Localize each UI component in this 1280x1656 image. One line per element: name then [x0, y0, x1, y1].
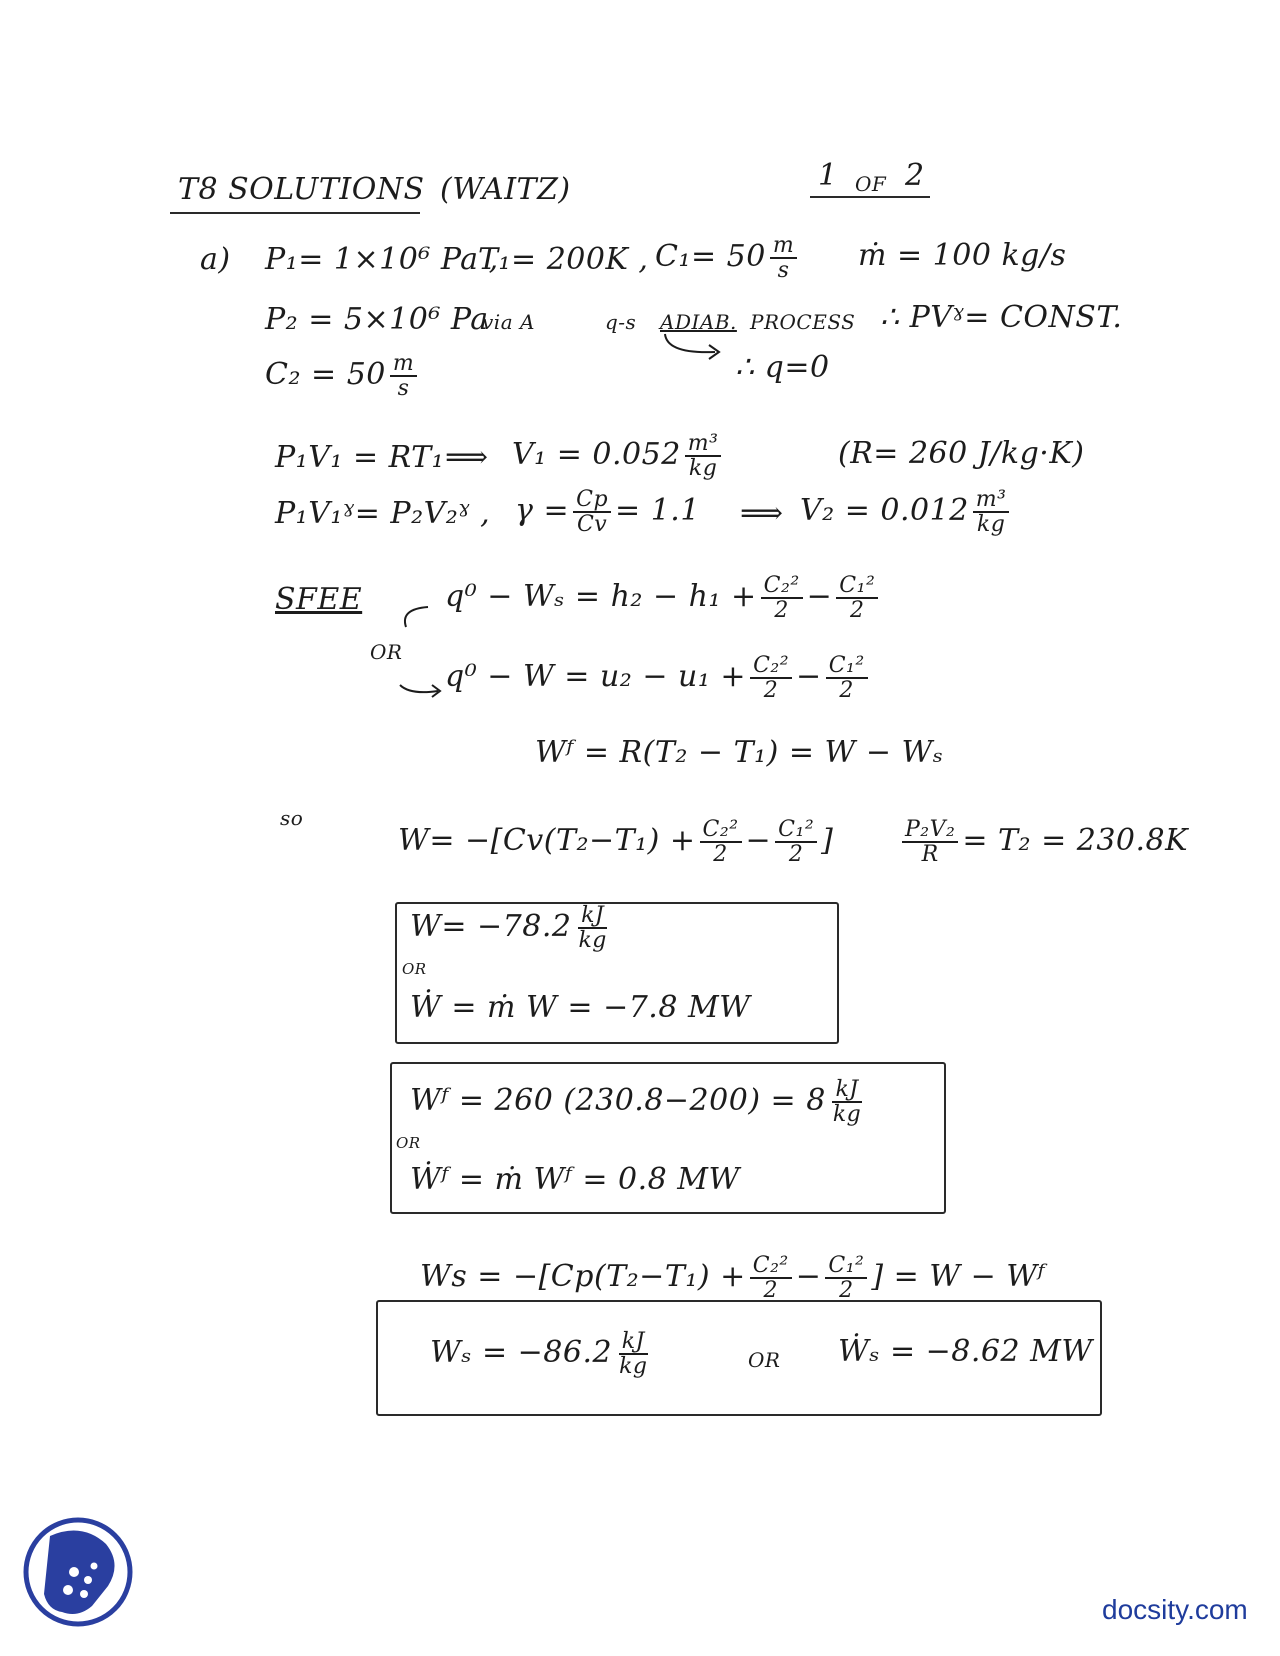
wf-definition: Wᶠ = R(T₂ − T₁) = W − Wₛ: [535, 735, 944, 770]
q-zero: ∴ q=0: [735, 350, 830, 385]
t2-result: [898, 818, 1188, 866]
c1-unit-den: s: [777, 258, 790, 284]
ws-two-b: 2: [839, 1278, 854, 1304]
t2-num: P₂V₂: [902, 818, 958, 843]
v1-value: V₁ = 0.052: [512, 437, 681, 473]
sfee-c2sq-1: C₂²: [761, 574, 803, 599]
title-underline: [170, 212, 420, 214]
box1-or: OR: [402, 960, 427, 978]
c2-value: C₂ = 50: [265, 357, 386, 393]
sfee-c1sq-2: C₁²: [826, 654, 868, 679]
v1-unit-den: kg: [688, 456, 718, 482]
page-number: 1: [818, 158, 838, 193]
given-c2: [265, 352, 421, 400]
wf-value: Wᶠ = 260 (230.8−200) = 8: [410, 1083, 826, 1119]
given-via: via A: [482, 310, 535, 334]
sfee-two-2a: 2: [763, 678, 779, 704]
given-pv-const: ∴ PVˠ= CONST.: [880, 300, 1123, 335]
ws-unit-den: kg: [619, 1354, 648, 1380]
given-p1: P₁= 1×10⁶ Pa ,: [265, 242, 499, 277]
sfee-minus-2: −: [796, 659, 822, 695]
page-underline: [810, 196, 930, 198]
sfee-line-1: [445, 574, 882, 622]
given-adiab: ADIAB.: [660, 310, 737, 334]
w-unit-num: kJ: [578, 904, 607, 929]
arrow-2: ⟹: [740, 496, 784, 531]
ws-two-a: 2: [763, 1278, 778, 1304]
c2-unit-num: m: [390, 352, 417, 377]
given-p2: P₂ = 5×10⁶ Pa: [265, 302, 489, 337]
sfee-label: SFEE: [275, 582, 363, 617]
page-total: 2: [905, 158, 925, 193]
given-c1: [655, 234, 801, 282]
w-expression: [398, 818, 833, 866]
adiab-arrow-icon: [655, 330, 735, 370]
v2-result: [800, 488, 1013, 536]
v2-unit-den: kg: [976, 512, 1006, 538]
given-process: PROCESS: [750, 310, 856, 334]
w-unit-den: kg: [578, 928, 607, 954]
header-title: T8 SOLUTIONS: [178, 172, 425, 207]
r-constant: (R= 260 J/kg·K): [838, 436, 1085, 471]
ws-result: [430, 1330, 655, 1378]
v1-result: [512, 432, 725, 480]
wf-unit-den: kg: [832, 1102, 862, 1128]
sfee-line-2-lhs: q⁰ − W = u₂ − u₁ +: [445, 659, 747, 695]
wf-result: [410, 1078, 868, 1126]
gamma-value: = 1.1: [615, 493, 700, 529]
sfee-two-1a: 2: [774, 598, 789, 624]
gamma-label: γ =: [515, 493, 570, 529]
c1-value: C₁= 50: [655, 239, 766, 275]
sfee-line-2: [445, 654, 872, 702]
given-qs: q-s: [605, 310, 637, 334]
w-two-b: 2: [788, 842, 804, 868]
docsity-brand-link[interactable]: docsity.com: [1102, 1594, 1248, 1625]
wfdot-result: Ẇᶠ = ṁ Wᶠ = 0.8 MW: [410, 1162, 740, 1197]
w-c1sq: C₁²: [775, 818, 817, 843]
v2-unit-num: m³: [973, 488, 1010, 513]
arrow-1: ⟹: [445, 440, 489, 475]
t2-value: = T₂ = 230.8K: [962, 823, 1189, 859]
so-label: so: [280, 806, 304, 830]
gamma-den: Cv: [576, 512, 608, 538]
v2-value: V₂ = 0.012: [800, 493, 969, 529]
sfee-line-1-lhs: q⁰ − Wₛ = h₂ − h₁ +: [445, 579, 757, 615]
ws-expr-lhs: Ws = −[Cp(T₂−T₁) +: [420, 1259, 746, 1295]
header-author: (WAITZ): [440, 172, 571, 207]
wdot-result: Ẇ = ṁ W = −7.8 MW: [410, 990, 751, 1025]
ws-expression: [420, 1254, 1045, 1302]
w-value: W= −78.2: [410, 909, 572, 945]
c2-unit-den: s: [397, 376, 410, 402]
ws-unit-num: kJ: [619, 1330, 648, 1355]
ideal-gas: P₁V₁ = RT₁: [275, 440, 445, 475]
polytropic-relation: P₁V₁ˠ= P₂V₂ˠ ,: [275, 496, 491, 531]
sfee-two-2b: 2: [839, 678, 854, 704]
wf-unit-num: kJ: [832, 1078, 861, 1103]
sfee-c1sq-1: C₁²: [836, 574, 878, 599]
w-minus: −: [745, 823, 772, 859]
w-two-a: 2: [713, 842, 728, 868]
part-label: a): [200, 242, 231, 277]
w-c2sq: C₂²: [700, 818, 742, 843]
ws-value: Wₛ = −86.2: [430, 1335, 613, 1371]
w-result: [410, 904, 614, 952]
ws-c2sq: C₂²: [750, 1254, 792, 1279]
docsity-logo-icon: [22, 1514, 134, 1632]
t2-den: R: [921, 842, 939, 868]
sfee-or: OR: [370, 640, 403, 664]
sfee-c2sq-2: C₂²: [750, 654, 792, 679]
ws-expr-rhs: ] = W − Wᶠ: [871, 1259, 1046, 1295]
gamma-def: [515, 488, 700, 536]
sfee-minus-1: −: [806, 579, 833, 615]
page-of: OF: [855, 172, 887, 196]
w-expr-lhs: W= −[Cv(T₂−T₁) +: [398, 823, 696, 859]
sfee-two-1b: 2: [850, 598, 865, 624]
given-t1: T₁= 200K ,: [478, 242, 649, 277]
wsdot-result: Ẇₛ = −8.62 MW: [838, 1334, 1093, 1369]
c1-unit-num: m: [770, 234, 797, 259]
box2-or: OR: [396, 1134, 421, 1152]
gamma-num: Cp: [573, 488, 611, 513]
ws-c1sq: C₁²: [825, 1254, 867, 1279]
box3-or: OR: [748, 1348, 781, 1372]
v1-unit-num: m³: [685, 432, 722, 457]
ws-minus: −: [795, 1259, 822, 1295]
given-mdot: ṁ = 100 kg/s: [858, 238, 1067, 273]
w-expr-rhs: ]: [821, 823, 834, 859]
